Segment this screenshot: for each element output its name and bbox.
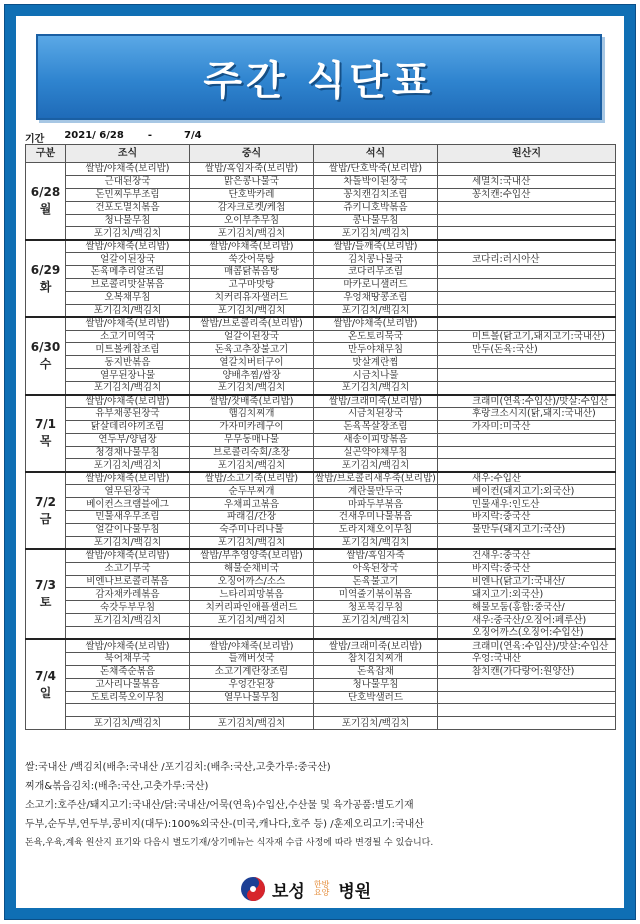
origin-cell bbox=[438, 382, 616, 395]
origin-cell: 참치캔(가다랑어:원양산) bbox=[438, 665, 616, 678]
dinner-cell: 실곤약야채무침 bbox=[314, 446, 438, 459]
origin-cell: 새우:중국산/오징어:페루산) bbox=[438, 614, 616, 627]
breakfast-cell: 연두부/양념장 bbox=[66, 433, 190, 446]
origin-cell bbox=[438, 201, 616, 214]
day-weekday: 수 bbox=[39, 356, 52, 371]
breakfast-cell: 열무된장나물 bbox=[66, 369, 190, 382]
lunch-cell: 소고기계란장조림 bbox=[190, 665, 314, 678]
lunch-cell: 감자크로켓/케첩 bbox=[190, 201, 314, 214]
origin-cell: 우엉:국내산 bbox=[438, 652, 616, 665]
day-cell bbox=[26, 395, 66, 472]
lunch-cell: 포기김치/백김치 bbox=[190, 536, 314, 549]
dinner-cell: 시금치된장국 bbox=[314, 407, 438, 420]
lunch-cell: 오징어까스/소스 bbox=[190, 575, 314, 588]
breakfast-cell: 포기김치/백김치 bbox=[66, 717, 190, 730]
table-row bbox=[26, 227, 616, 240]
day-date: 7/4 bbox=[34, 668, 57, 683]
day-cell bbox=[26, 317, 66, 394]
breakfast-cell: 포기김치/백김치 bbox=[66, 459, 190, 472]
day-date: 6/28 bbox=[30, 184, 61, 199]
table-row bbox=[26, 665, 616, 678]
table-row bbox=[26, 420, 616, 433]
lunch-cell: 포기김치/백김치 bbox=[190, 382, 314, 395]
hospital-name-b: 병원 bbox=[338, 881, 372, 902]
table-row bbox=[26, 498, 616, 511]
day-cell bbox=[26, 639, 66, 729]
breakfast-cell: 돈민찌두부조림 bbox=[66, 188, 190, 201]
hospital-logo bbox=[240, 872, 420, 906]
lunch-cell: 햄김치찌개 bbox=[190, 407, 314, 420]
table-row bbox=[26, 717, 616, 730]
day-cell bbox=[26, 549, 66, 639]
breakfast-cell: 돈채죽순볶음 bbox=[66, 665, 190, 678]
table-row bbox=[26, 279, 616, 292]
hospital-tag-bottom: 요양 bbox=[313, 888, 330, 897]
lunch-cell bbox=[190, 627, 314, 640]
table-row bbox=[26, 614, 616, 627]
breakfast-cell: 북어채무국 bbox=[66, 652, 190, 665]
hospital-tag-top: 한방 bbox=[313, 880, 330, 889]
lunch-cell: 쌀밥/잣배죽(보리밥) bbox=[190, 395, 314, 408]
lunch-cell: 치커리파인애플샐러드 bbox=[190, 601, 314, 614]
dinner-cell bbox=[314, 704, 438, 717]
origin-cell bbox=[438, 304, 616, 317]
breakfast-cell: 포기김치/백김치 bbox=[66, 227, 190, 240]
breakfast-cell: 얼갈이나물무침 bbox=[66, 523, 190, 536]
dinner-cell: 포기김치/백김치 bbox=[314, 227, 438, 240]
lunch-cell: 포기김치/백김치 bbox=[190, 227, 314, 240]
lunch-cell: 오이부추무침 bbox=[190, 214, 314, 227]
lunch-cell: 브로콜리숙회/초장 bbox=[190, 446, 314, 459]
table-row bbox=[26, 343, 616, 356]
table-row bbox=[26, 511, 616, 524]
dinner-cell: 새송이피망볶음 bbox=[314, 433, 438, 446]
breakfast-cell: 쌀밥/야채죽(보리밥) bbox=[66, 163, 190, 176]
dinner-cell: 코다리무조림 bbox=[314, 266, 438, 279]
lunch-cell: 들깨버섯국 bbox=[190, 652, 314, 665]
day-date: 7/2 bbox=[34, 494, 57, 509]
table-row bbox=[26, 601, 616, 614]
table-row bbox=[26, 704, 616, 717]
origin-cell: 새우:수입산 bbox=[438, 472, 616, 485]
origin-cell bbox=[438, 163, 616, 176]
day-date: 6/30 bbox=[30, 339, 61, 354]
day-weekday: 토 bbox=[39, 595, 52, 610]
table-row bbox=[26, 304, 616, 317]
table-row bbox=[26, 627, 616, 640]
dinner-cell bbox=[314, 627, 438, 640]
menu-body bbox=[26, 163, 616, 730]
table-row bbox=[26, 588, 616, 601]
dinner-cell: 포기김치/백김치 bbox=[314, 382, 438, 395]
lunch-cell: 포기김치/백김치 bbox=[190, 717, 314, 730]
breakfast-cell: 돈육메추리알조림 bbox=[66, 266, 190, 279]
breakfast-cell: 소고기무국 bbox=[66, 562, 190, 575]
table-row bbox=[26, 562, 616, 575]
origin-cell: 코다리:러시아산 bbox=[438, 253, 616, 266]
breakfast-cell: 포기김치/백김치 bbox=[66, 536, 190, 549]
origin-cell bbox=[438, 291, 616, 304]
breakfast-cell: 청경채나물무침 bbox=[66, 446, 190, 459]
dinner-cell: 아욱된장국 bbox=[314, 562, 438, 575]
origin-cell: 돼지고기:외국산) bbox=[438, 588, 616, 601]
dinner-cell: 김치콩나물국 bbox=[314, 253, 438, 266]
header-breakfast: 조식 bbox=[66, 145, 190, 163]
breakfast-cell: 쌀밥/야채죽(보리밥) bbox=[66, 395, 190, 408]
lunch-cell: 가자미카레구이 bbox=[190, 420, 314, 433]
hospital-tag bbox=[314, 881, 329, 897]
dinner-cell: 콩나물무침 bbox=[314, 214, 438, 227]
origin-cell bbox=[438, 214, 616, 227]
dinner-cell: 우엉채땅콩조림 bbox=[314, 291, 438, 304]
lunch-cell: 쌀밥/소고기죽(보리밥) bbox=[190, 472, 314, 485]
origin-cell: 비엔나(닭고기:국내산/ bbox=[438, 575, 616, 588]
table-row bbox=[26, 459, 616, 472]
dinner-cell: 참치김치찌개 bbox=[314, 652, 438, 665]
dinner-cell: 쥬키니호박볶음 bbox=[314, 201, 438, 214]
breakfast-cell: 동지반볶음 bbox=[66, 356, 190, 369]
table-row bbox=[26, 175, 616, 188]
origin-cell: 바지락:중국산 bbox=[438, 511, 616, 524]
table-row bbox=[26, 472, 616, 485]
dinner-cell: 돈육불고기 bbox=[314, 575, 438, 588]
origin-cell: 만두(돈육:국산) bbox=[438, 343, 616, 356]
header-lunch: 중식 bbox=[190, 145, 314, 163]
table-row bbox=[26, 201, 616, 214]
lunch-cell: 해물순채비국 bbox=[190, 562, 314, 575]
origin-cell: 바지락:중국산 bbox=[438, 562, 616, 575]
table-row bbox=[26, 691, 616, 704]
title-banner bbox=[36, 34, 602, 120]
header-category: 구분 bbox=[26, 145, 66, 163]
table-row bbox=[26, 536, 616, 549]
lunch-cell: 포기김치/백김치 bbox=[190, 614, 314, 627]
breakfast-cell bbox=[66, 627, 190, 640]
dinner-cell: 포기김치/백김치 bbox=[314, 536, 438, 549]
origin-cell bbox=[438, 704, 616, 717]
lunch-cell: 쑥갓어묵탕 bbox=[190, 253, 314, 266]
dinner-cell: 차돌박이된장국 bbox=[314, 175, 438, 188]
table-row bbox=[26, 369, 616, 382]
dinner-cell: 쌀밥/단호박죽(보리밥) bbox=[314, 163, 438, 176]
lunch-cell: 고구마맛탕 bbox=[190, 279, 314, 292]
breakfast-cell: 얼갈이된장국 bbox=[66, 253, 190, 266]
table-row bbox=[26, 291, 616, 304]
lunch-cell: 숙주미나리나물 bbox=[190, 523, 314, 536]
breakfast-cell: 민물새우무조림 bbox=[66, 511, 190, 524]
table-row bbox=[26, 407, 616, 420]
dinner-cell: 쌀밥/브로콜리새우죽(보리밥) bbox=[315, 472, 436, 484]
table-row bbox=[26, 330, 616, 343]
breakfast-cell: 청나물무침 bbox=[66, 214, 190, 227]
dinner-cell: 마카로니샐러드 bbox=[314, 279, 438, 292]
table-row bbox=[26, 678, 616, 691]
dinner-cell: 포기김치/백김치 bbox=[314, 459, 438, 472]
table-row bbox=[26, 575, 616, 588]
dinner-cell: 도라지채오이무침 bbox=[314, 523, 438, 536]
day-cell bbox=[26, 163, 66, 240]
table-row bbox=[26, 188, 616, 201]
lunch-cell: 우채피고볶음 bbox=[190, 498, 314, 511]
period-line bbox=[25, 130, 202, 145]
table-row bbox=[26, 639, 616, 652]
day-weekday: 금 bbox=[39, 511, 52, 526]
origin-cell: 물만두(돼지고기:국산) bbox=[438, 523, 616, 536]
origin-cell: 해물모둠(홍합:중국산/ bbox=[438, 601, 616, 614]
lunch-cell: 순두부찌개 bbox=[190, 485, 314, 498]
origin-cell bbox=[438, 356, 616, 369]
origin-cell bbox=[438, 266, 616, 279]
breakfast-cell: 감자채카레볶음 bbox=[66, 588, 190, 601]
menu-sheet bbox=[16, 16, 624, 908]
origin-cell bbox=[438, 717, 616, 730]
lunch-cell: 열갈치버터구이 bbox=[190, 356, 314, 369]
day-date: 7/3 bbox=[34, 578, 57, 593]
origin-cell: 건새우:중국산 bbox=[438, 549, 616, 562]
breakfast-cell: 도토리묵오이무침 bbox=[66, 691, 190, 704]
dinner-cell: 쌀밥/야채죽(보리밥) bbox=[314, 317, 438, 330]
origin-cell bbox=[438, 240, 616, 253]
origin-cell: 크래미(연육:수입산)/맛살:수입산 bbox=[438, 639, 616, 652]
day-cell bbox=[26, 240, 66, 317]
table-row bbox=[26, 317, 616, 330]
breakfast-cell: 건포도멸치볶음 bbox=[66, 201, 190, 214]
origin-cell: 후랑크소시지(닭,돼지:국내산) bbox=[438, 407, 616, 420]
dinner-cell: 청포묵김무침 bbox=[314, 601, 438, 614]
lunch-cell bbox=[190, 704, 314, 717]
dinner-cell: 쌀밥/크래미죽(보리밥) bbox=[314, 639, 438, 652]
origin-notes bbox=[25, 758, 615, 853]
breakfast-cell bbox=[66, 704, 190, 717]
breakfast-cell: 포기김치/백김치 bbox=[66, 614, 190, 627]
hospital-emblem-icon bbox=[240, 876, 266, 902]
menu-table bbox=[25, 144, 616, 730]
dinner-cell: 계란물만두국 bbox=[314, 485, 438, 498]
origin-cell: 민물새우:인도산 bbox=[438, 498, 616, 511]
table-row bbox=[26, 523, 616, 536]
period-label: 기간 bbox=[25, 134, 45, 145]
breakfast-cell: 유부채콩된장국 bbox=[66, 407, 190, 420]
header-origin: 원산지 bbox=[438, 145, 616, 163]
lunch-cell: 파래김/간장 bbox=[190, 511, 314, 524]
period-dash: - bbox=[147, 130, 152, 141]
day-date: 7/1 bbox=[34, 417, 57, 432]
origin-cell bbox=[438, 227, 616, 240]
breakfast-cell: 숙갓두부무침 bbox=[66, 601, 190, 614]
dinner-cell: 포기김치/백김치 bbox=[314, 717, 438, 730]
origin-cell bbox=[438, 433, 616, 446]
breakfast-cell: 쌀밥/야채죽(보리밥) bbox=[66, 639, 190, 652]
dinner-cell: 만두야채무침 bbox=[314, 343, 438, 356]
table-row bbox=[26, 240, 616, 253]
lunch-cell: 쌀밥/흑임자죽(보리밥) bbox=[190, 163, 314, 176]
lunch-cell: 느타리피망볶음 bbox=[190, 588, 314, 601]
lunch-cell: 양배추찜/쌈장 bbox=[190, 369, 314, 382]
table-row bbox=[26, 549, 616, 562]
table-row bbox=[26, 382, 616, 395]
hospital-name-a: 보성 bbox=[272, 881, 305, 902]
lunch-cell: 포기김치/백김치 bbox=[190, 304, 314, 317]
lunch-cell: 열무나물무침 bbox=[190, 691, 314, 704]
breakfast-cell: 근대된장국 bbox=[66, 175, 190, 188]
note-line: 돈육,우육,계육 원산지 표기와 다음시 별도기재/상기메뉴는 식자재 수급 사정에 따라 변경될 수 있습니다. bbox=[25, 838, 434, 848]
origin-cell bbox=[438, 459, 616, 472]
lunch-cell: 매콤닭볶음탕 bbox=[190, 266, 314, 279]
origin-cell bbox=[438, 536, 616, 549]
dinner-cell: 쌀밥/흑임자죽 bbox=[314, 549, 438, 562]
lunch-cell: 돈육고추장불고기 bbox=[190, 343, 314, 356]
dinner-cell: 쌀밥/크래미죽(보리밥) bbox=[314, 395, 438, 408]
breakfast-cell: 포기김치/백김치 bbox=[66, 382, 190, 395]
breakfast-cell: 열무된장국 bbox=[66, 485, 190, 498]
dinner-cell: 돈육목살장조림 bbox=[314, 420, 438, 433]
origin-cell bbox=[438, 446, 616, 459]
breakfast-cell: 쌀밥/야채죽(보리밥) bbox=[66, 549, 190, 562]
dinner-cell: 온도토리묵국 bbox=[314, 330, 438, 343]
breakfast-cell: 베이컨스크램블에그 bbox=[66, 498, 190, 511]
lunch-cell: 치커리유자샐러드 bbox=[190, 291, 314, 304]
origin-cell: 오징어까스(오징어:수입산) bbox=[438, 627, 616, 640]
dinner-cell: 돈육잡채 bbox=[314, 665, 438, 678]
dinner-cell: 꽁치캔김치조림 bbox=[314, 188, 438, 201]
header-dinner: 석식 bbox=[314, 145, 438, 163]
origin-cell: 베이컨(돼지고기:외국산) bbox=[438, 485, 616, 498]
dinner-cell: 마파두부볶음 bbox=[314, 498, 438, 511]
dinner-cell: 미역줄기볶이볶음 bbox=[314, 588, 438, 601]
table-row bbox=[26, 253, 616, 266]
origin-cell: 꽁치캔:수입산 bbox=[438, 188, 616, 201]
lunch-cell: 쌀밥/야채죽(보리밥) bbox=[190, 240, 314, 253]
dinner-cell: 단호박샐러드 bbox=[314, 691, 438, 704]
origin-cell bbox=[438, 279, 616, 292]
origin-cell bbox=[438, 317, 616, 330]
note-line: 쌀:국내산 /백김치(배추:국내산 /포기김치:(배추:국산,고춧가루:중국산) bbox=[25, 762, 331, 773]
breakfast-cell: 미트볼케찹조림 bbox=[66, 343, 190, 356]
table-row bbox=[26, 163, 616, 176]
dinner-cell: 포기김치/백김치 bbox=[314, 614, 438, 627]
table-row bbox=[26, 266, 616, 279]
day-weekday: 월 bbox=[39, 201, 52, 216]
breakfast-cell: 비엔나브로콜리볶음 bbox=[66, 575, 190, 588]
dinner-cell: 포기김치/백김치 bbox=[314, 304, 438, 317]
table-row bbox=[26, 356, 616, 369]
dinner-cell: 맛살계란찜 bbox=[314, 356, 438, 369]
note-line: 찌개&볶음김치:(배추:국산,고춧가루:국산) bbox=[25, 781, 209, 792]
table-row bbox=[26, 485, 616, 498]
origin-cell bbox=[438, 369, 616, 382]
lunch-cell: 우엉간된장 bbox=[190, 678, 314, 691]
table-row bbox=[26, 652, 616, 665]
origin-cell bbox=[438, 691, 616, 704]
table-row bbox=[26, 395, 616, 408]
lunch-cell: 얼갈이된장국 bbox=[190, 330, 314, 343]
breakfast-cell: 오복채무침 bbox=[66, 291, 190, 304]
breakfast-cell: 브로콜리맛살볶음 bbox=[66, 279, 190, 292]
page-title: 주간 식단표 bbox=[203, 57, 435, 104]
dinner-cell: 건새우미나물볶음 bbox=[314, 511, 438, 524]
breakfast-cell: 쌀밥/야채죽(보리밥) bbox=[66, 317, 190, 330]
origin-cell: 미트볼(닭고기,돼지고기:국내산) bbox=[438, 330, 616, 343]
lunch-cell: 쌀밥/야채죽(보리밥) bbox=[190, 639, 314, 652]
table-row bbox=[26, 433, 616, 446]
day-weekday: 목 bbox=[39, 434, 52, 449]
day-cell bbox=[26, 472, 66, 549]
day-date: 6/29 bbox=[30, 262, 61, 277]
lunch-cell: 무무동매나물 bbox=[190, 433, 314, 446]
header-row bbox=[26, 145, 616, 163]
origin-cell: 크래미(연육:수입산)/맛살:수입산 bbox=[438, 395, 616, 408]
day-weekday: 화 bbox=[39, 279, 52, 294]
breakfast-cell: 닭살데리야끼조림 bbox=[66, 420, 190, 433]
origin-cell: 세멸치:국내산 bbox=[438, 175, 616, 188]
breakfast-cell: 포기김치/백김치 bbox=[66, 304, 190, 317]
breakfast-cell: 쌀밥/야채죽(보리밥) bbox=[66, 472, 190, 485]
note-line: 두부,순두부,연두부,콩비지(대두):100%외국산-(미국,캐나다,호주 등) /훈제오리고기:국내산 bbox=[25, 819, 424, 830]
note-line: 소고기:호주산/돼지고기:국내산/닭:국내산/어묵(연육)수입산,수산물 및 육가공품:별도기재 bbox=[25, 800, 414, 811]
breakfast-cell: 고사리나물볶음 bbox=[66, 678, 190, 691]
day-weekday: 일 bbox=[39, 685, 52, 700]
lunch-cell: 단호박카레 bbox=[190, 188, 314, 201]
breakfast-cell: 쌀밥/야채죽(보리밥) bbox=[66, 240, 190, 253]
table-row bbox=[26, 214, 616, 227]
origin-cell: 가자미:미국산 bbox=[438, 420, 616, 433]
dinner-cell: 시금치나물 bbox=[314, 369, 438, 382]
lunch-cell: 쌀밥/부추영양죽(보리밥) bbox=[190, 549, 314, 562]
lunch-cell: 맑은콩나물국 bbox=[190, 175, 314, 188]
breakfast-cell: 소고기미역국 bbox=[66, 330, 190, 343]
table-row bbox=[26, 446, 616, 459]
dinner-cell: 쌀밥/들깨죽(보리밥) bbox=[314, 240, 438, 253]
dinner-cell: 청나물무침 bbox=[314, 678, 438, 691]
lunch-cell: 포기김치/백김치 bbox=[190, 459, 314, 472]
period-start: 2021/ 6/28 bbox=[64, 130, 124, 141]
origin-cell bbox=[438, 678, 616, 691]
period-end: 7/4 bbox=[183, 130, 202, 141]
lunch-cell: 쌀밥/브로콜리죽(보리밥) bbox=[190, 317, 314, 330]
